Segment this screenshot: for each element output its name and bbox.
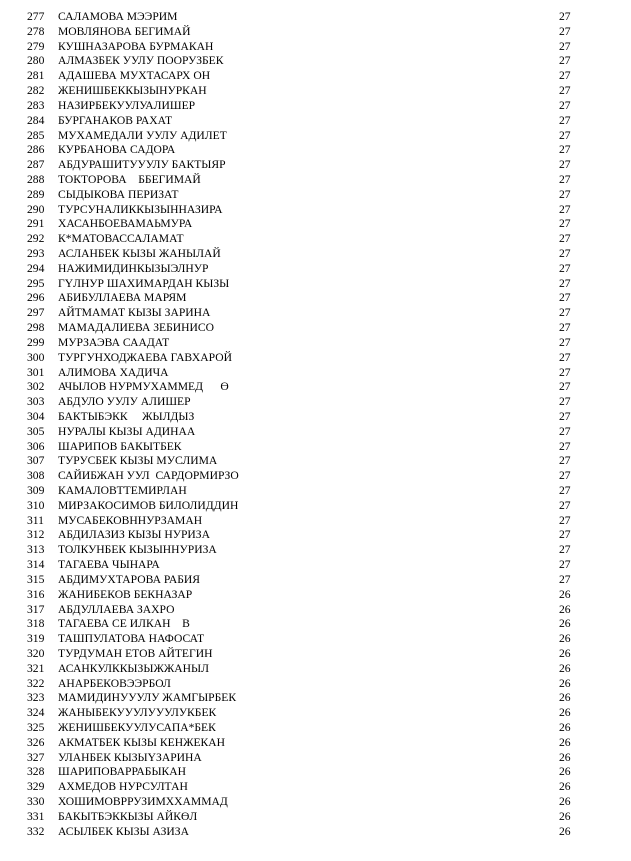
student-name: КУРБАНОВА САДОРА (58, 143, 176, 157)
score-value: 27 (559, 409, 571, 423)
score-value: 27 (559, 39, 571, 53)
score-value: 26 (559, 735, 571, 749)
list-row (0, 662, 631, 677)
row-number: 300 (27, 350, 45, 364)
student-name: САЛАМОВА МЭЭРИМ (58, 10, 178, 23)
student-name: МАМАДАЛИЕВА ЗЕБИНИСО (58, 321, 215, 335)
list-row (0, 514, 631, 529)
row-number: 313 (27, 543, 45, 557)
score-value: 27 (559, 261, 571, 275)
list-row (0, 751, 631, 766)
row-number: 311 (27, 513, 44, 527)
student-name: ТУРДУМАН ЕТОВ АЙТЕГИН (58, 646, 213, 660)
list-row (0, 588, 631, 603)
score-value: 26 (559, 780, 571, 794)
student-name: К*МАТОВАССАЛАМАТ (58, 232, 184, 246)
list-row (0, 54, 631, 69)
row-number: 314 (27, 558, 45, 572)
score-value: 27 (559, 424, 571, 438)
student-name: ШАРИПОВ БАКЫТБЕК (58, 439, 182, 453)
row-number: 282 (27, 84, 45, 98)
student-name: АБИБУЛЛАЕВА МАРЯМ (58, 291, 187, 305)
student-name: МАМИДИНУУУЛУ ЖАМГЫРБЕК (58, 691, 237, 705)
row-number: 283 (27, 98, 45, 112)
list-row (0, 291, 631, 306)
row-number: 316 (27, 587, 45, 601)
score-value: 27 (559, 69, 571, 83)
row-number: 304 (27, 409, 45, 423)
student-name: АБДУЛО УУЛУ АЛИШЕР (58, 395, 191, 409)
score-value: 27 (559, 469, 571, 483)
row-number: 306 (27, 439, 45, 453)
list-row (0, 188, 631, 203)
student-name: АЛИМОВА ХАДИЧА (58, 365, 169, 379)
list-row (0, 825, 631, 840)
score-value: 27 (559, 24, 571, 38)
row-number: 286 (27, 143, 45, 157)
list-row (0, 336, 631, 351)
list-row (0, 173, 631, 188)
list-row (0, 129, 631, 144)
student-name: АБДИЛАЗИЗ КЫЗЫ НУРИЗА (58, 528, 210, 542)
student-name: ХОШИМОВРРУЗИМХХАММАД (58, 795, 228, 809)
score-value: 27 (559, 217, 571, 231)
list-row (0, 40, 631, 55)
row-number: 322 (27, 676, 45, 690)
score-value: 27 (559, 54, 571, 68)
row-number: 278 (27, 24, 45, 38)
list-row (0, 765, 631, 780)
score-value: 27 (559, 247, 571, 260)
score-value: 27 (559, 528, 571, 542)
row-number: 305 (27, 424, 45, 438)
student-name: АЛМАЗБЕК УУЛУ ПООРУЗБЕК (58, 54, 224, 68)
student-name: ЖАНИБЕКОВ БЕКНАЗАР (58, 587, 193, 601)
row-number: 288 (27, 172, 45, 186)
row-number: 331 (27, 809, 45, 823)
score-value: 26 (559, 617, 571, 631)
student-name: МУРЗАЭВА СААДАТ (58, 335, 170, 349)
list-row (0, 84, 631, 99)
list-row (0, 706, 631, 721)
score-value: 27 (559, 558, 571, 572)
score-value: 27 (559, 113, 571, 127)
student-name: АБДИМУХТАРОВА РАБИЯ (58, 572, 200, 586)
row-number: 318 (27, 617, 45, 631)
student-name: ТУРГУНХОДЖАЕВА ГАВХАРОЙ (58, 350, 232, 364)
student-name: ТОКТОРОВА ББЕГИМАЙ (58, 172, 201, 186)
score-value: 27 (559, 335, 571, 349)
score-value: 26 (559, 765, 571, 779)
list-row (0, 499, 631, 514)
score-value: 27 (559, 321, 571, 335)
row-number: 302 (27, 380, 45, 394)
score-value: 27 (559, 10, 571, 23)
list-row (0, 262, 631, 277)
row-number: 281 (27, 69, 45, 83)
student-name: ШАРИПОВАРРАБЫКАН (58, 765, 187, 779)
list-row (0, 69, 631, 84)
list-row (0, 543, 631, 558)
score-value: 27 (559, 158, 571, 172)
row-number: 321 (27, 661, 45, 675)
student-name: АСАНКУЛККЫЗЫЖЖАНЫЛ (58, 661, 209, 675)
score-value: 26 (559, 632, 571, 646)
score-value: 27 (559, 187, 571, 201)
student-name: АДАШЕВА МУХТАСАРХ ОН (58, 69, 211, 83)
student-name: АХМЕДОВ НУРСУЛТАН (58, 780, 188, 794)
score-value: 26 (559, 706, 571, 720)
list-row (0, 454, 631, 469)
list-row (0, 632, 631, 647)
score-value: 26 (559, 661, 571, 675)
score-value: 26 (559, 691, 571, 705)
score-value: 27 (559, 202, 571, 216)
list-row (0, 528, 631, 543)
list-row (0, 217, 631, 232)
list-row (0, 99, 631, 114)
list-row (0, 143, 631, 158)
list-row (0, 351, 631, 366)
student-name: АБДУЛЛАЕВА ЗАХРО (58, 602, 175, 616)
list-row (0, 321, 631, 336)
score-value: 26 (559, 721, 571, 734)
row-number: 303 (27, 395, 45, 409)
score-value: 26 (559, 824, 571, 838)
row-number: 293 (27, 247, 45, 260)
student-name: САЙИБЖАН УУЛ САРДОРМИРЗО (58, 469, 239, 483)
row-number: 332 (27, 824, 45, 838)
score-value: 27 (559, 306, 571, 320)
row-number: 308 (27, 469, 45, 483)
row-number: 325 (27, 721, 45, 734)
student-name: УЛАНБЕК КЫЗЫҮЗАРИНА (58, 750, 202, 764)
student-name: ТАГАЕВА ЧЫНАРА (58, 558, 160, 572)
score-value: 27 (559, 513, 571, 527)
row-number: 297 (27, 306, 45, 320)
student-name: МОВЛЯНОВА БЕГИМАЙ (58, 24, 191, 38)
student-name: ТОЛКУНБЕК КЫЗЫННУРИЗА (58, 543, 217, 557)
score-value: 27 (559, 439, 571, 453)
list-row (0, 573, 631, 588)
row-number: 323 (27, 691, 45, 705)
list-row (0, 617, 631, 632)
score-value: 27 (559, 498, 571, 512)
score-value: 27 (559, 291, 571, 305)
list-row (0, 410, 631, 425)
list-row (0, 691, 631, 706)
row-number: 289 (27, 187, 45, 201)
student-name: МУХАМЕДАЛИ УУЛУ АДИЛЕТ (58, 128, 227, 142)
row-number: 284 (27, 113, 45, 127)
list-row (0, 277, 631, 292)
list-row (0, 484, 631, 499)
row-number: 326 (27, 735, 45, 749)
row-number: 329 (27, 780, 45, 794)
row-number: 330 (27, 795, 45, 809)
list-row (0, 158, 631, 173)
list-row (0, 247, 631, 262)
score-value: 27 (559, 232, 571, 246)
student-name: АНАРБЕКОВЭЭРБОЛ (58, 676, 171, 690)
row-number: 298 (27, 321, 45, 335)
list-row (0, 425, 631, 440)
student-name: ТАГАЕВА СЕ ИЛКАН В (58, 617, 190, 631)
score-value: 27 (559, 350, 571, 364)
list-row (0, 306, 631, 321)
student-name: НАЗИРБЕКУУЛУАЛИШЕР (58, 98, 196, 112)
score-value: 27 (559, 380, 571, 394)
row-number: 328 (27, 765, 45, 779)
list-row (0, 677, 631, 692)
list-row (0, 780, 631, 795)
score-value: 26 (559, 602, 571, 616)
score-value: 27 (559, 84, 571, 98)
score-value: 26 (559, 646, 571, 660)
student-name: АСЛАНБЕК КЫЗЫ ЖАНЫЛАЙ (58, 247, 221, 260)
row-number: 309 (27, 484, 45, 497)
student-name: ЖАНЫБЕКУУУЛУУУЛУКБЕК (58, 706, 217, 720)
student-name: ХАСАНБОЕВАМАЬМУРА (58, 217, 193, 231)
student-name: СЫДЫКОВА ПЕРИЗАТ (58, 187, 179, 201)
student-name: ЖЕНИШБЕККЫЗЫНУРКАН (58, 84, 207, 98)
row-number: 279 (27, 39, 45, 53)
row-number: 310 (27, 498, 45, 512)
student-name: АБДУРАШИТУУУЛУ БАКТЫЯР (58, 158, 226, 172)
row-number: 280 (27, 54, 45, 68)
score-value: 26 (559, 795, 571, 809)
row-number: 317 (27, 602, 45, 616)
list-row (0, 232, 631, 247)
ranking-list (0, 10, 631, 840)
row-number: 312 (27, 528, 45, 542)
student-name: БУРГАНАКОВ РАХАТ (58, 113, 173, 127)
list-row (0, 25, 631, 40)
score-value: 26 (559, 587, 571, 601)
row-number: 277 (27, 10, 45, 23)
list-row (0, 440, 631, 455)
score-value: 27 (559, 572, 571, 586)
list-row (0, 721, 631, 736)
row-number: 327 (27, 750, 45, 764)
score-value: 27 (559, 454, 571, 468)
row-number: 285 (27, 128, 45, 142)
score-value: 27 (559, 128, 571, 142)
score-value: 26 (559, 809, 571, 823)
list-row (0, 114, 631, 129)
student-name: КУШНАЗАРОВА БУРМАКАН (58, 39, 214, 53)
list-row (0, 603, 631, 618)
student-name: ЖЕНИШБЕКУУЛУСАПА*БЕК (58, 721, 216, 734)
score-value: 27 (559, 98, 571, 112)
score-value: 27 (559, 395, 571, 409)
score-value: 26 (559, 750, 571, 764)
row-number: 295 (27, 276, 45, 290)
score-value: 26 (559, 676, 571, 690)
student-name: ТУРУСБЕК КЫЗЫ МУСЛИМА (58, 454, 218, 468)
student-name: НУРАЛЫ КЫЗЫ АДИНАА (58, 424, 196, 438)
score-value: 27 (559, 143, 571, 157)
row-number: 319 (27, 632, 45, 646)
row-number: 315 (27, 572, 45, 586)
student-name: МИРЗАКОСИМОВ БИЛОЛИДДИН (58, 498, 239, 512)
row-number: 296 (27, 291, 45, 305)
list-row (0, 810, 631, 825)
row-number: 292 (27, 232, 45, 246)
row-number: 324 (27, 706, 45, 720)
score-value: 27 (559, 365, 571, 379)
student-name: АКМАТБЕК КЫЗЫ КЕНЖЕКАН (58, 735, 226, 749)
student-name: АЧЫЛОВ НУРМУХАММЕД Ө (58, 380, 229, 394)
score-value: 27 (559, 276, 571, 290)
list-row (0, 380, 631, 395)
student-name: ГҮЛНУР ШАХИМАРДАН КЫЗЫ (58, 276, 230, 290)
student-name: КАМАЛОВТТЕМИРЛАН (58, 484, 187, 497)
student-name: НАЖИМИДИНКЫЗЫЭЛНУР (58, 261, 209, 275)
list-row (0, 10, 631, 25)
row-number: 301 (27, 365, 45, 379)
row-number: 299 (27, 335, 45, 349)
row-number: 290 (27, 202, 45, 216)
score-value: 27 (559, 484, 571, 497)
list-row (0, 395, 631, 410)
row-number: 287 (27, 158, 45, 172)
row-number: 307 (27, 454, 45, 468)
list-row (0, 203, 631, 218)
row-number: 291 (27, 217, 45, 231)
student-name: БАКТЫБЭКК ЖЫЛДЫЗ (58, 409, 195, 423)
list-row (0, 558, 631, 573)
student-name: МУСАБЕКОВННУРЗАМАН (58, 513, 203, 527)
student-name: ТУРСУНАЛИККЫЗЫННАЗИРА (58, 202, 223, 216)
row-number: 294 (27, 261, 45, 275)
row-number: 320 (27, 646, 45, 660)
score-value: 27 (559, 543, 571, 557)
student-name: ТАШПУЛАТОВА НАФОСАТ (58, 632, 205, 646)
list-row (0, 469, 631, 484)
student-name: АСЫЛБЕК КЫЗЫ АЗИЗА (58, 824, 189, 838)
list-row (0, 366, 631, 381)
student-name: АЙТМАМАТ КЫЗЫ ЗАРИНА (58, 306, 211, 320)
score-value: 27 (559, 172, 571, 186)
list-row (0, 795, 631, 810)
list-row (0, 736, 631, 751)
list-row (0, 647, 631, 662)
student-name: БАКЫТБЭККЫЗЫ АЙКӨЛ (58, 809, 198, 823)
